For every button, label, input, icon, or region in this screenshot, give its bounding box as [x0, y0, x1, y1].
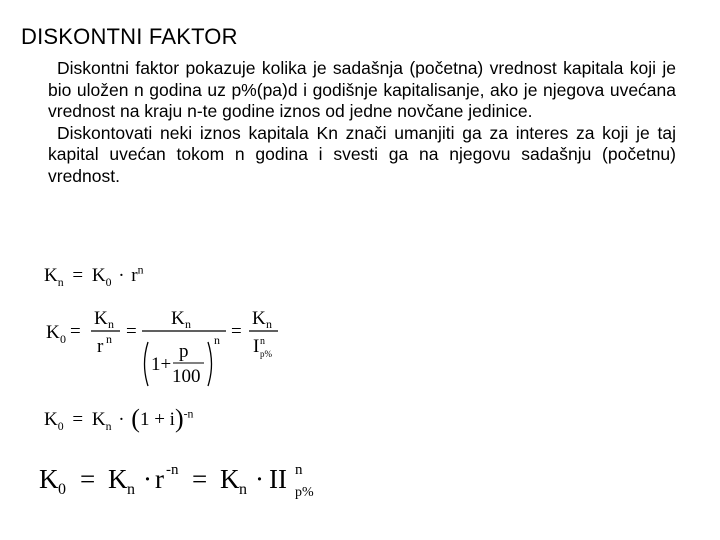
symbol-k: K: [44, 409, 58, 430]
symbol-k: K: [44, 265, 58, 286]
symbol-k: K: [108, 464, 128, 494]
subscript-n: n: [185, 317, 191, 331]
left-parenthesis: [145, 342, 149, 386]
superscript-n: n: [260, 336, 265, 347]
equals-sign: =: [126, 321, 137, 342]
symbol-k: K: [94, 308, 108, 329]
subscript-zero: 0: [105, 275, 112, 289]
symbol-k: K: [252, 308, 266, 329]
subscript-p-percent: p%: [295, 485, 314, 500]
slide-title: DISKONTNI FAKTOR: [21, 24, 238, 49]
superscript-minus-n: -n: [183, 407, 194, 421]
subscript-zero: 0: [58, 481, 66, 498]
subscript-n: n: [105, 419, 112, 433]
dot-operator: ·: [118, 265, 125, 286]
formula-discount-factor: [39, 455, 339, 505]
equals-sign: =: [231, 321, 242, 342]
symbol-ii: II: [269, 464, 287, 494]
right-parenthesis: ): [174, 404, 184, 433]
equals-sign: =: [72, 265, 84, 286]
symbol-k: K: [171, 308, 185, 329]
subscript-n: n: [127, 481, 135, 498]
dot-operator: ·: [255, 464, 264, 494]
symbol-k: K: [91, 265, 106, 286]
subscript-zero: 0: [57, 419, 64, 433]
symbol-k: K: [39, 464, 59, 494]
subscript-zero: 0: [60, 332, 66, 346]
subscript-n: n: [266, 317, 272, 331]
equals-sign: =: [70, 321, 81, 342]
symbol-r: r: [131, 265, 138, 286]
subscript-p-percent: p%: [260, 349, 272, 359]
symbol-k: K: [91, 409, 106, 430]
superscript-n: n: [106, 332, 112, 346]
superscript-minus-n: -n: [166, 462, 179, 478]
subscript-n: n: [108, 317, 114, 331]
symbol-i: I: [253, 336, 260, 357]
formula-discount-interest: [44, 404, 193, 434]
superscript-n: n: [295, 462, 303, 478]
number-hundred: 100: [172, 366, 201, 387]
paragraph-discounting: Diskontovati neki iznos kapitala Kn znači umanjiti ga za interes za koji je taj kapital uvećan tokom n godina i svesti ga na njegovu sadašnju (početnu) vrednost.: [48, 122, 676, 186]
dot-operator: ·: [143, 464, 152, 494]
text-body: [48, 58, 676, 187]
superscript-n: n: [137, 263, 144, 277]
equals-sign: =: [192, 464, 208, 494]
dot-operator: ·: [118, 409, 125, 430]
subscript-n: n: [57, 275, 64, 289]
subscript-n: n: [239, 481, 247, 498]
formula-present-value: [44, 265, 144, 287]
left-parenthesis: (: [131, 404, 140, 433]
one-plus-i: 1 + i: [139, 409, 175, 430]
formula-fraction-chain: [44, 300, 304, 400]
symbol-r: r: [155, 464, 164, 494]
equals-sign: =: [72, 409, 84, 430]
one-plus: 1+: [151, 354, 172, 375]
symbol-k: K: [46, 322, 60, 343]
superscript-n: n: [214, 333, 220, 347]
symbol-p: p: [179, 341, 189, 362]
equals-sign: =: [80, 464, 96, 494]
right-parenthesis: [208, 342, 212, 386]
symbol-k: K: [220, 464, 240, 494]
symbol-r: r: [97, 336, 104, 357]
paragraph-definition: Diskontni faktor pokazuje kolika je sadašnja (početna) vrednost kapitala koji je bio uložen n godina uz p%(pa)d i godišnje kapitalisanje, ako je njegova uvećana vrednost na kraju n-te godine iznos od jedne novčane jedinice.: [48, 58, 676, 121]
